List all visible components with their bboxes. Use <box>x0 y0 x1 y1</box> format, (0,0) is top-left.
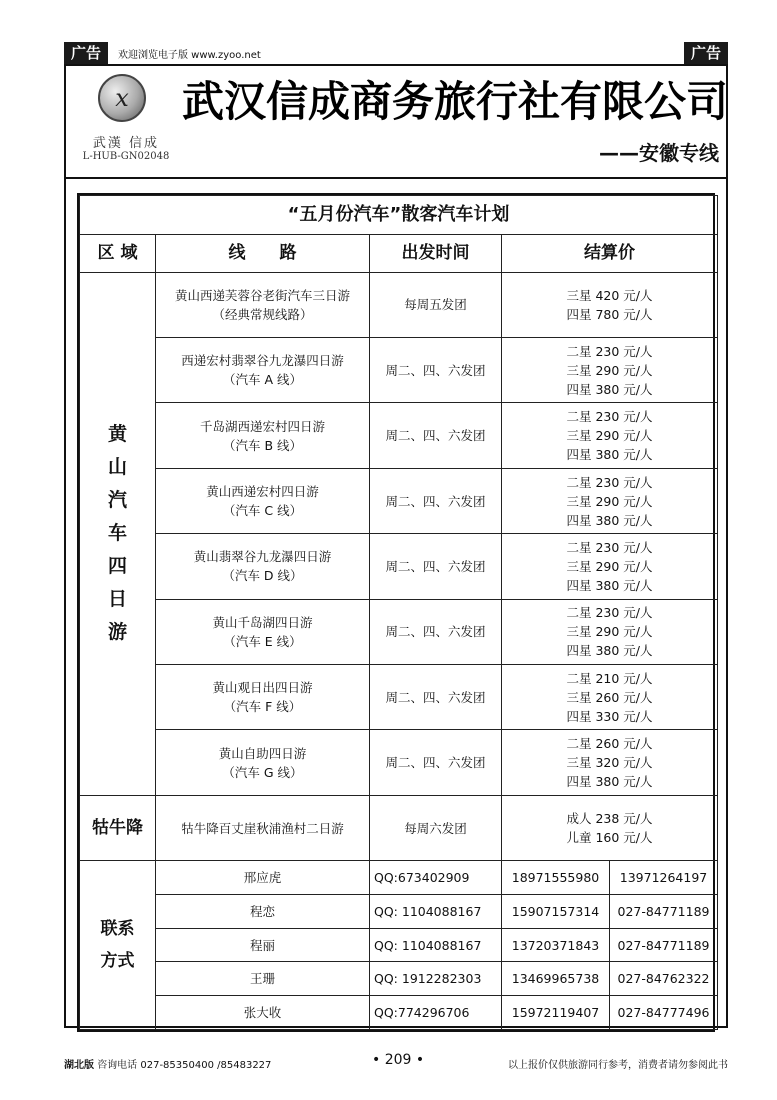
contact-mobile: 13720371843 <box>502 928 610 962</box>
departure-cell: 周二、四、六发团 <box>370 599 502 664</box>
tour-plan-table-wrap <box>77 193 715 1032</box>
route-cell: 黄山翡翠谷九龙瀑四日游 （汽车 D 线） <box>156 534 370 599</box>
footer-edition: 湖北版 <box>64 1060 94 1071</box>
departure-cell: 周二、四、六发团 <box>370 730 502 795</box>
tour-plan-table <box>79 195 718 1030</box>
departure-cell: 周二、四、六发团 <box>370 468 502 533</box>
header-departure: 出发时间 <box>370 234 502 272</box>
contact-row <box>80 996 718 1030</box>
welcome-text: 欢迎浏览电子版 www.zyoo.net <box>118 50 261 61</box>
contact-qq: QQ:673402909 <box>370 861 502 895</box>
contact-mobile: 18971555980 <box>502 861 610 895</box>
route-cell: 牯牛降百丈崖秋浦渔村二日游 <box>156 795 370 860</box>
route-cell: 黄山西递宏村四日游 （汽车 C 线） <box>156 468 370 533</box>
company-logo-icon: x <box>98 74 146 122</box>
contact-row <box>80 962 718 996</box>
price-cell: 二星 230 元/人 三星 290 元/人 四星 380 元/人 <box>502 403 718 468</box>
price-cell: 二星 230 元/人 三星 290 元/人 四星 380 元/人 <box>502 534 718 599</box>
price-cell: 二星 210 元/人 三星 260 元/人 四星 330 元/人 <box>502 665 718 730</box>
contact-qq: QQ: 1104088167 <box>370 895 502 929</box>
table-row <box>80 272 718 337</box>
price-cell: 成人 238 元/人 儿童 160 元/人 <box>502 795 718 860</box>
table-row <box>80 795 718 860</box>
departure-cell: 周二、四、六发团 <box>370 403 502 468</box>
top-bar <box>64 42 728 66</box>
page-number: • 209 • <box>372 1052 425 1068</box>
contact-phone: 13971264197 <box>610 861 718 895</box>
contact-phone: 027-84762322 <box>610 962 718 996</box>
route-cell: 黄山西递芙蓉谷老街汽车三日游 （经典常规线路） <box>156 272 370 337</box>
contact-row <box>80 895 718 929</box>
contact-name: 王珊 <box>156 962 370 996</box>
price-cell: 二星 230 元/人 三星 290 元/人 四星 380 元/人 <box>502 338 718 403</box>
header-region: 区 域 <box>80 234 156 272</box>
contact-qq: QQ: 1912282303 <box>370 962 502 996</box>
header-divider <box>64 177 728 179</box>
contact-row <box>80 861 718 895</box>
license-code: L-HUB-GN02048 <box>82 151 170 162</box>
region-guniujiang: 牯牛降 <box>80 795 156 860</box>
footer-consult: 咨询电话 027-85350400 /85483227 <box>97 1060 272 1071</box>
ad-label-left: 广告 <box>64 42 108 64</box>
table-row <box>80 665 718 730</box>
ad-label-right: 广告 <box>684 42 728 64</box>
header-price: 结算价 <box>502 234 718 272</box>
table-header-row <box>80 234 718 272</box>
contact-name: 程丽 <box>156 928 370 962</box>
header-route: 线 路 <box>156 234 370 272</box>
company-name: 武汉信成商务旅行社有限公司 <box>182 77 729 126</box>
contact-qq: QQ:774296706 <box>370 996 502 1030</box>
departure-cell: 每周六发团 <box>370 795 502 860</box>
logo-name: 武漢 信成 <box>92 136 160 151</box>
table-row <box>80 730 718 795</box>
table-row <box>80 403 718 468</box>
footer-contact <box>64 1056 271 1071</box>
contact-phone: 027-84771189 <box>610 895 718 929</box>
route-cell: 黄山千岛湖四日游 （汽车 E 线） <box>156 599 370 664</box>
departure-cell: 每周五发团 <box>370 272 502 337</box>
contact-qq: QQ: 1104088167 <box>370 928 502 962</box>
price-cell: 三星 420 元/人 四星 780 元/人 <box>502 272 718 337</box>
contact-label: 联系 方式 <box>80 861 156 1030</box>
departure-cell: 周二、四、六发团 <box>370 338 502 403</box>
route-cell: 千岛湖西递宏村四日游 （汽车 B 线） <box>156 403 370 468</box>
route-subtitle: ——安徽专线 <box>599 141 719 165</box>
table-row <box>80 468 718 533</box>
contact-phone: 027-84771189 <box>610 928 718 962</box>
region-huangshan: 黄 山 汽 车 四 日 游 <box>80 272 156 795</box>
footer-disclaimer: 以上报价仅供旅游同行参考，消费者请勿参阅此书 <box>508 1060 728 1071</box>
contact-mobile: 15907157314 <box>502 895 610 929</box>
table-row <box>80 599 718 664</box>
contact-mobile: 15972119407 <box>502 996 610 1030</box>
table-row <box>80 338 718 403</box>
contact-name: 程恋 <box>156 895 370 929</box>
route-cell: 西递宏村翡翠谷九龙瀑四日游 （汽车 A 线） <box>156 338 370 403</box>
contact-name: 邢应虎 <box>156 861 370 895</box>
route-cell: 黄山自助四日游 （汽车 G 线） <box>156 730 370 795</box>
contact-phone: 027-84777496 <box>610 996 718 1030</box>
departure-cell: 周二、四、六发团 <box>370 665 502 730</box>
price-cell: 二星 230 元/人 三星 290 元/人 四星 380 元/人 <box>502 468 718 533</box>
table-title: “五月份汽车”散客汽车计划 <box>80 196 718 235</box>
page-footer <box>64 1050 728 1074</box>
price-cell: 二星 230 元/人 三星 290 元/人 四星 380 元/人 <box>502 599 718 664</box>
route-cell: 黄山观日出四日游 （汽车 F 线） <box>156 665 370 730</box>
table-row <box>80 534 718 599</box>
contact-name: 张大收 <box>156 996 370 1030</box>
price-cell: 二星 260 元/人 三星 320 元/人 四星 380 元/人 <box>502 730 718 795</box>
contact-row <box>80 928 718 962</box>
departure-cell: 周二、四、六发团 <box>370 534 502 599</box>
contact-mobile: 13469965738 <box>502 962 610 996</box>
